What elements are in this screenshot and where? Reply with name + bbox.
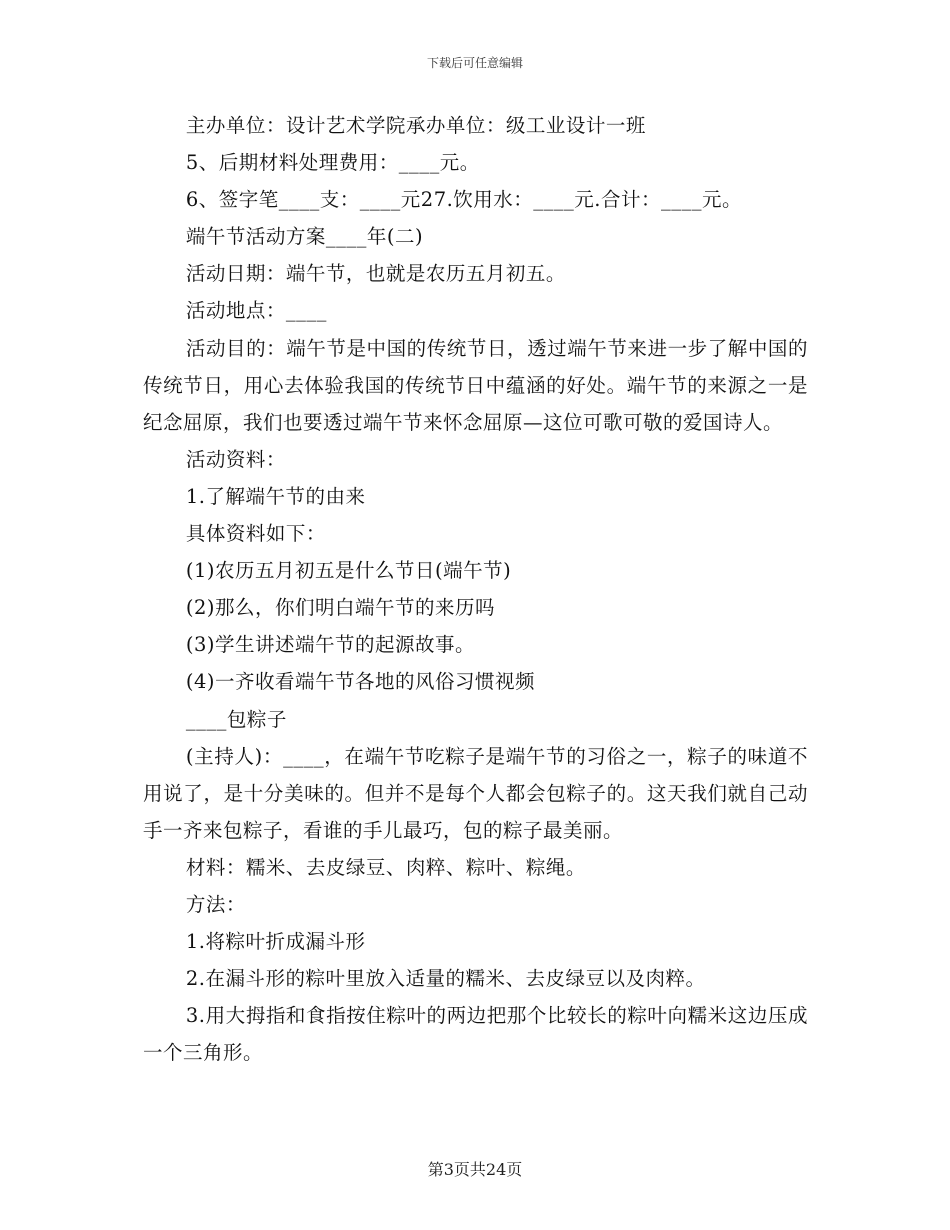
list-item-2: (2)那么，你们明白端午节的来历吗 [185,596,496,620]
paragraph-activity-purpose: 活动目的：端午节是中国的传统节日，透过端午节来进一步了解中国的传统节日，用心去体验我国的传统节日中蕴涵的好处。端午节的来源之一是纪念屈原，我们也要透过端午节来怀念屈原—这位可歌可敬的爱国诗人。 [143,336,808,434]
paragraph-wrap-zongzi: ____包粽子 [185,707,287,731]
method-step-2: 2.在漏斗形的粽叶里放入适量的糯米、去皮绿豆以及肉粹。 [185,967,706,991]
page-number: 第3页共24页 [427,1160,523,1179]
list-item-1: (1)农历五月初五是什么节日(端午节) [185,559,512,583]
method-step-3: 3.用大拇指和食指按住粽叶的两边把那个比较长的粽叶向糯米这边压成一个三角形。 [143,1004,808,1065]
paragraph-material-fee: 5、后期材料处理费用：____元。 [185,151,480,175]
paragraph-details-intro: 具体资料如下： [185,522,326,546]
paragraph-method-heading: 方法： [185,892,246,916]
paragraph-activity-date: 活动日期：端午节，也就是农历五月初五。 [185,262,566,286]
paragraph-host-speech: (主持人)：____，在端午节吃粽子是端午节的习俗之一，粽子的味道不用说了，是十分美味的。但并不是每个人都会包粽子的。这天我们就自己动手一齐来包粽子，看谁的手儿最巧，包的粽子最美丽。 [143,744,808,842]
page-header: 下载后可任意编辑 [426,56,523,70]
list-item-3: (3)学生讲述端午节的起源故事。 [185,633,476,657]
paragraph-organizer: 主办单位：设计艺术学院承办单位：级工业设计一班 [185,114,646,137]
paragraph-ingredients: 材料：糯米、去皮绿豆、肉粹、粽叶、粽绳。 [185,855,586,879]
section-title: 端午节活动方案____年(二) [185,225,424,249]
paragraph-activity-location: 活动地点：____ [185,299,327,323]
list-item-4: (4)一齐收看端午节各地的风俗习惯视频 [185,670,536,694]
document-body [143,107,808,1071]
paragraph-activity-materials: 活动资料： [185,447,286,471]
method-step-1: 1.将粽叶折成漏斗形 [185,930,366,954]
list-item-origin: 1.了解端午节的由来 [185,484,366,508]
paragraph-pen-water-total: 6、签字笔____支：____元27.饮用水：____元.合计：____元。 [185,188,743,212]
